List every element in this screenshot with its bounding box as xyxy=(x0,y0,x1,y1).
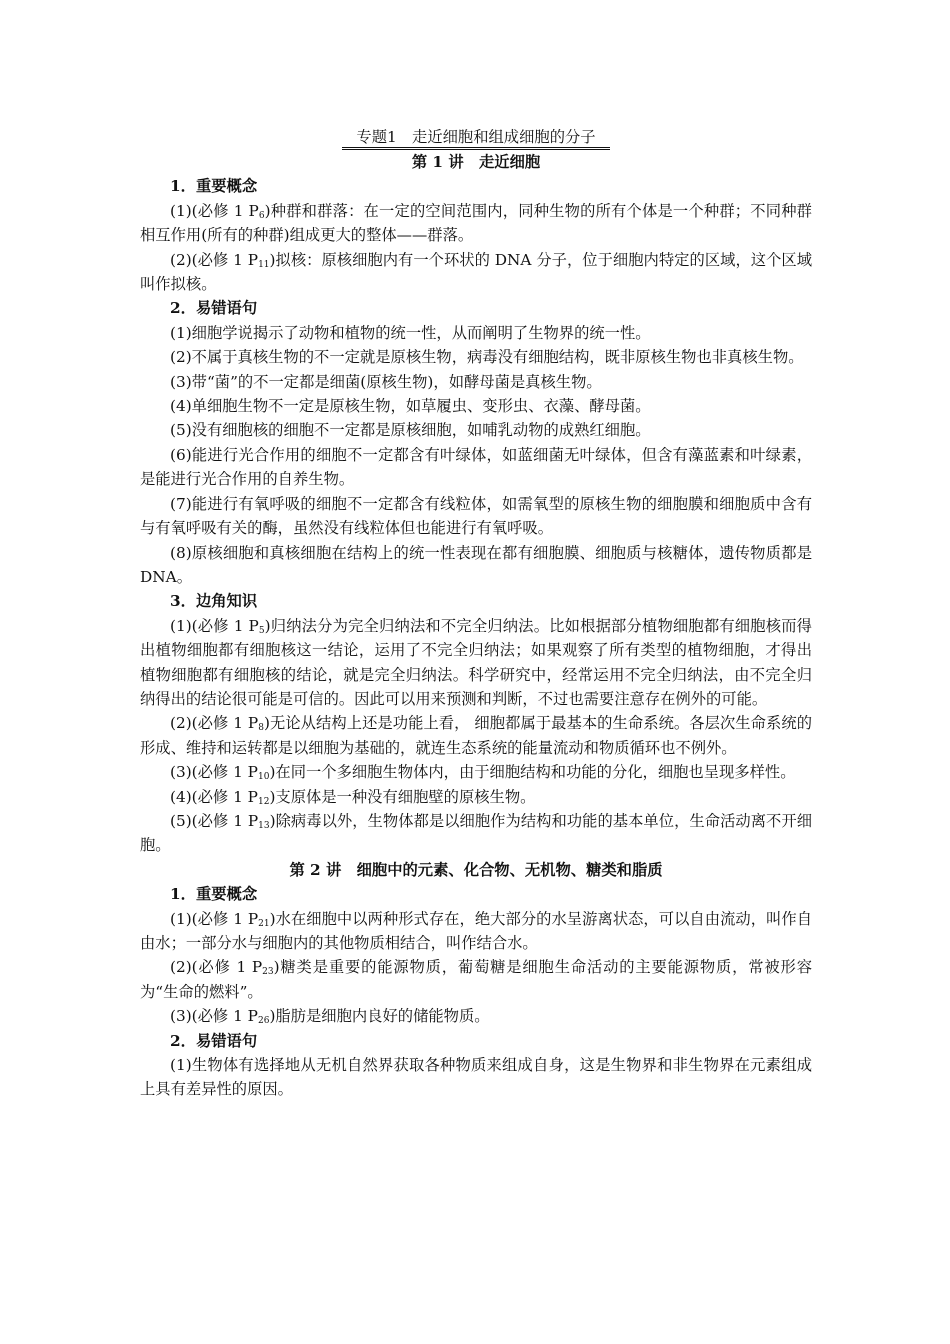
topic-title-text: 专题1 走近细胞和组成细胞的分子 xyxy=(342,127,609,150)
section-heading: 1．重要概念 xyxy=(170,177,258,196)
paragraph: (1)(必修 1 $P_5$)归纳法分为完全归纳法和不完全归纳法。比如根据部分植物细胞都有细胞核而得出植物细胞都有细胞核这一结论，运用了不完全归纳法；如果观察了所有类型的植物细胞，才得出植物细胞都有细胞核的结论，就是完全归纳法。科学研究中，经常运用不完全归纳法，由不完全归纳得出的结论很可能是可信的。因此可以用来预测和判断，不过也需要注意存在例外的可能。 xyxy=(140,616,812,708)
section-heading: 2．易错语句 xyxy=(170,1031,258,1050)
paragraph: (3)(必修 1 $P_{26}$)脂肪是细胞内良好的储能物质。 xyxy=(170,1007,490,1027)
topic-title xyxy=(140,126,812,150)
lecture-1-heading: 第 1 讲 走近细胞 xyxy=(411,153,541,171)
section-heading: 2．易错语句 xyxy=(170,299,258,318)
paragraph: (3)带“菌”的不一定都是细菌(原核生物)，如酵母菌是真核生物。 xyxy=(170,372,602,391)
lecture-2-heading: 第 2 讲 细胞中的元素、化合物、无机物、糖类和脂质 xyxy=(289,860,663,879)
paragraph: (2)(必修 1 $P_{23}$)糖类是重要的能源物质，葡萄糖是细胞生命活动的主要能源物质，常被形容为“生命的燃料”。 xyxy=(140,958,812,1001)
paragraph: (2)不属于真核生物的不一定就是原核生物，病毒没有细胞结构，既非原核生物也非真核生物。 xyxy=(170,348,804,367)
paragraph: (1)(必修 1 $P_6$)种群和群落：在一定的空间范围内，同种生物的所有个体是一个种群；不同种群相互作用(所有的种群)组成更大的整体——群落。 xyxy=(140,201,812,245)
section-heading: 3．边角知识 xyxy=(170,592,258,611)
paragraph: (4)单细胞生物不一定是原核生物，如草履虫、变形虫、衣藻、酵母菌。 xyxy=(170,397,651,416)
paragraph: (8)原核细胞和真核细胞在结构上的统一性表现在都有细胞膜、细胞质与核糖体，遗传物质都是 DNA。 xyxy=(140,543,812,586)
paragraph: (2)(必修 1 $P_{11}$)拟核：原核细胞内有一个环状的 DNA 分子，位于细胞内特定的区域，这个区域叫作拟核。 xyxy=(140,250,812,294)
section-heading: 1．重要概念 xyxy=(170,885,258,904)
paragraph: (7)能进行有氧呼吸的细胞不一定都含有线粒体，如需氧型的原核生物的细胞膜和细胞质中含有与有氧呼吸有关的酶，虽然没有线粒体但也能进行有氧呼吸。 xyxy=(140,494,812,538)
paragraph: (1)生物体有选择地从无机自然界获取各种物质来组成自身，这是生物界和非生物界在元素组成上具有差异性的原因。 xyxy=(140,1056,812,1099)
paragraph: (6)能进行光合作用的细胞不一定都含有叶绿体，如蓝细菌无叶绿体，但含有藻蓝素和叶绿素，是能进行光合作用的自养生物。 xyxy=(140,445,812,489)
paragraph: (5)(必修 1 $P_{13}$)除病毒以外，生物体都是以细胞作为结构和功能的基本单位，生命活动离不开细胞。 xyxy=(140,811,812,855)
paragraph: (4)(必修 1 $P_{12}$)支原体是一种没有细胞壁的原核生物。 xyxy=(170,787,536,807)
document-page xyxy=(140,128,812,1102)
paragraph: (1)(必修 1 $P_{21}$)水在细胞中以两种形式存在，绝大部分的水呈游离状态，可以自由流动，叫作自由水；一部分水与细胞内的其他物质相结合，叫作结合水。 xyxy=(140,909,812,952)
paragraph: (5)没有细胞核的细胞不一定都是原核细胞，如哺乳动物的成熟红细胞。 xyxy=(170,421,651,440)
paragraph: (2)(必修 1 $P_8$)无论从结构上还是功能上看， 细胞都属于最基本的生命系统。各层次生命系统的形成、维持和运转都是以细胞为基础的，就连生态系统的能量流动和物质循环也不例外。 xyxy=(140,714,812,757)
paragraph: (3)(必修 1 $P_{10}$)在同一个多细胞生物体内，由于细胞结构和功能的分化，细胞也呈现多样性。 xyxy=(170,763,796,783)
paragraph: (1)细胞学说揭示了动物和植物的统一性，从而阐明了生物界的统一性。 xyxy=(170,323,651,342)
